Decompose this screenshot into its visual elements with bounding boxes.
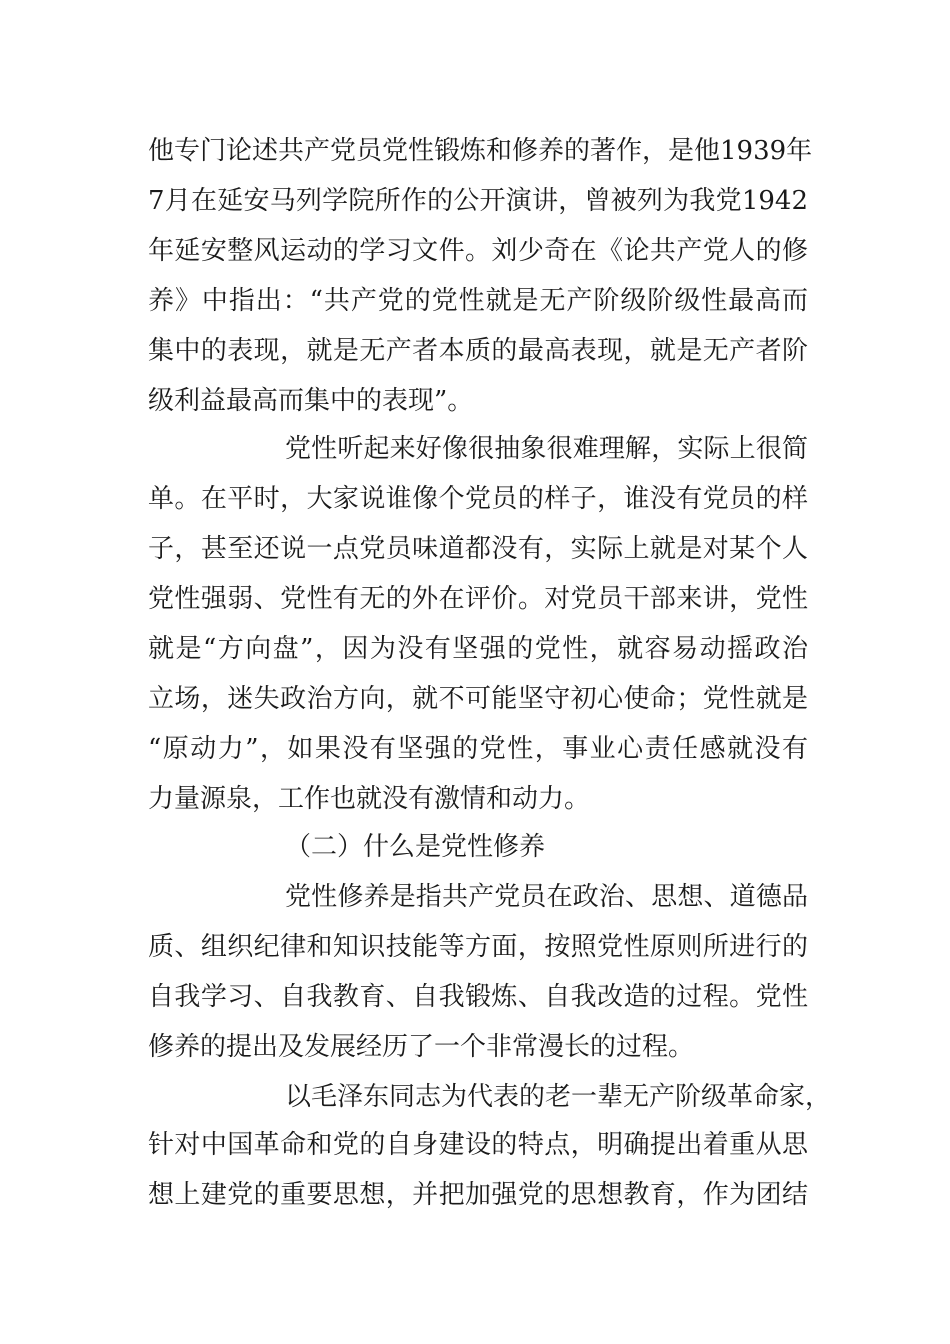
text-line: 单。在平时，大家说谁像个党员的样子，谁没有党员的样 [148,484,808,514]
text-line: 养》中指出：“共产党的党性就是无产阶级阶级性最高而 [148,286,808,316]
paragraph-first-line: 以毛泽东同志为代表的老一辈无产阶级革命家， [285,1082,832,1112]
text-line: 质、组织纪律和知识技能等方面，按照党性原则所进行的 [148,932,808,962]
text-line: 党性强弱、党性有无的外在评价。对党员干部来讲，党性 [148,584,808,614]
text-line: 集中的表现，就是无产者本质的最高表现，就是无产者阶 [148,336,808,366]
text-line: “原动力”，如果没有坚强的党性，事业心责任感就没有 [148,734,808,764]
section-heading: （二）什么是党性修养 [285,832,546,862]
text-line: 年延安整风运动的学习文件。刘少奇在《论共产党人的修 [148,236,808,266]
text-line: 就是“方向盘”，因为没有坚强的党性，就容易动摇政治 [148,634,808,664]
text-line: 立场，迷失政治方向，就不可能坚守初心使命；党性就是 [148,684,808,714]
text-line: 子，甚至还说一点党员味道都没有，实际上就是对某个人 [148,534,808,564]
text-line: 7月在延安马列学院所作的公开演讲，曾被列为我党1942 [148,186,808,216]
text-line: 想上建党的重要思想，并把加强党的思想教育，作为团结 [148,1180,808,1210]
paragraph-first-line: 党性听起来好像很抽象很难理解，实际上很简 [285,434,808,464]
text-line: 他专门论述共产党员党性锻炼和修养的著作，是他1939年 [148,136,813,166]
text-line: 自我学习、自我教育、自我锻炼、自我改造的过程。党性 [148,982,808,1012]
paragraph-first-line: 党性修养是指共产党员在政治、思想、道德品 [285,882,808,912]
text-line: 针对中国革命和党的自身建设的特点，明确提出着重从思 [148,1130,808,1160]
text-line: 力量源泉，工作也就没有激情和动力。 [148,784,591,814]
text-line: 级利益最高而集中的表现”。 [148,386,474,416]
text-line: 修养的提出及发展经历了一个非常漫长的过程。 [148,1032,695,1062]
